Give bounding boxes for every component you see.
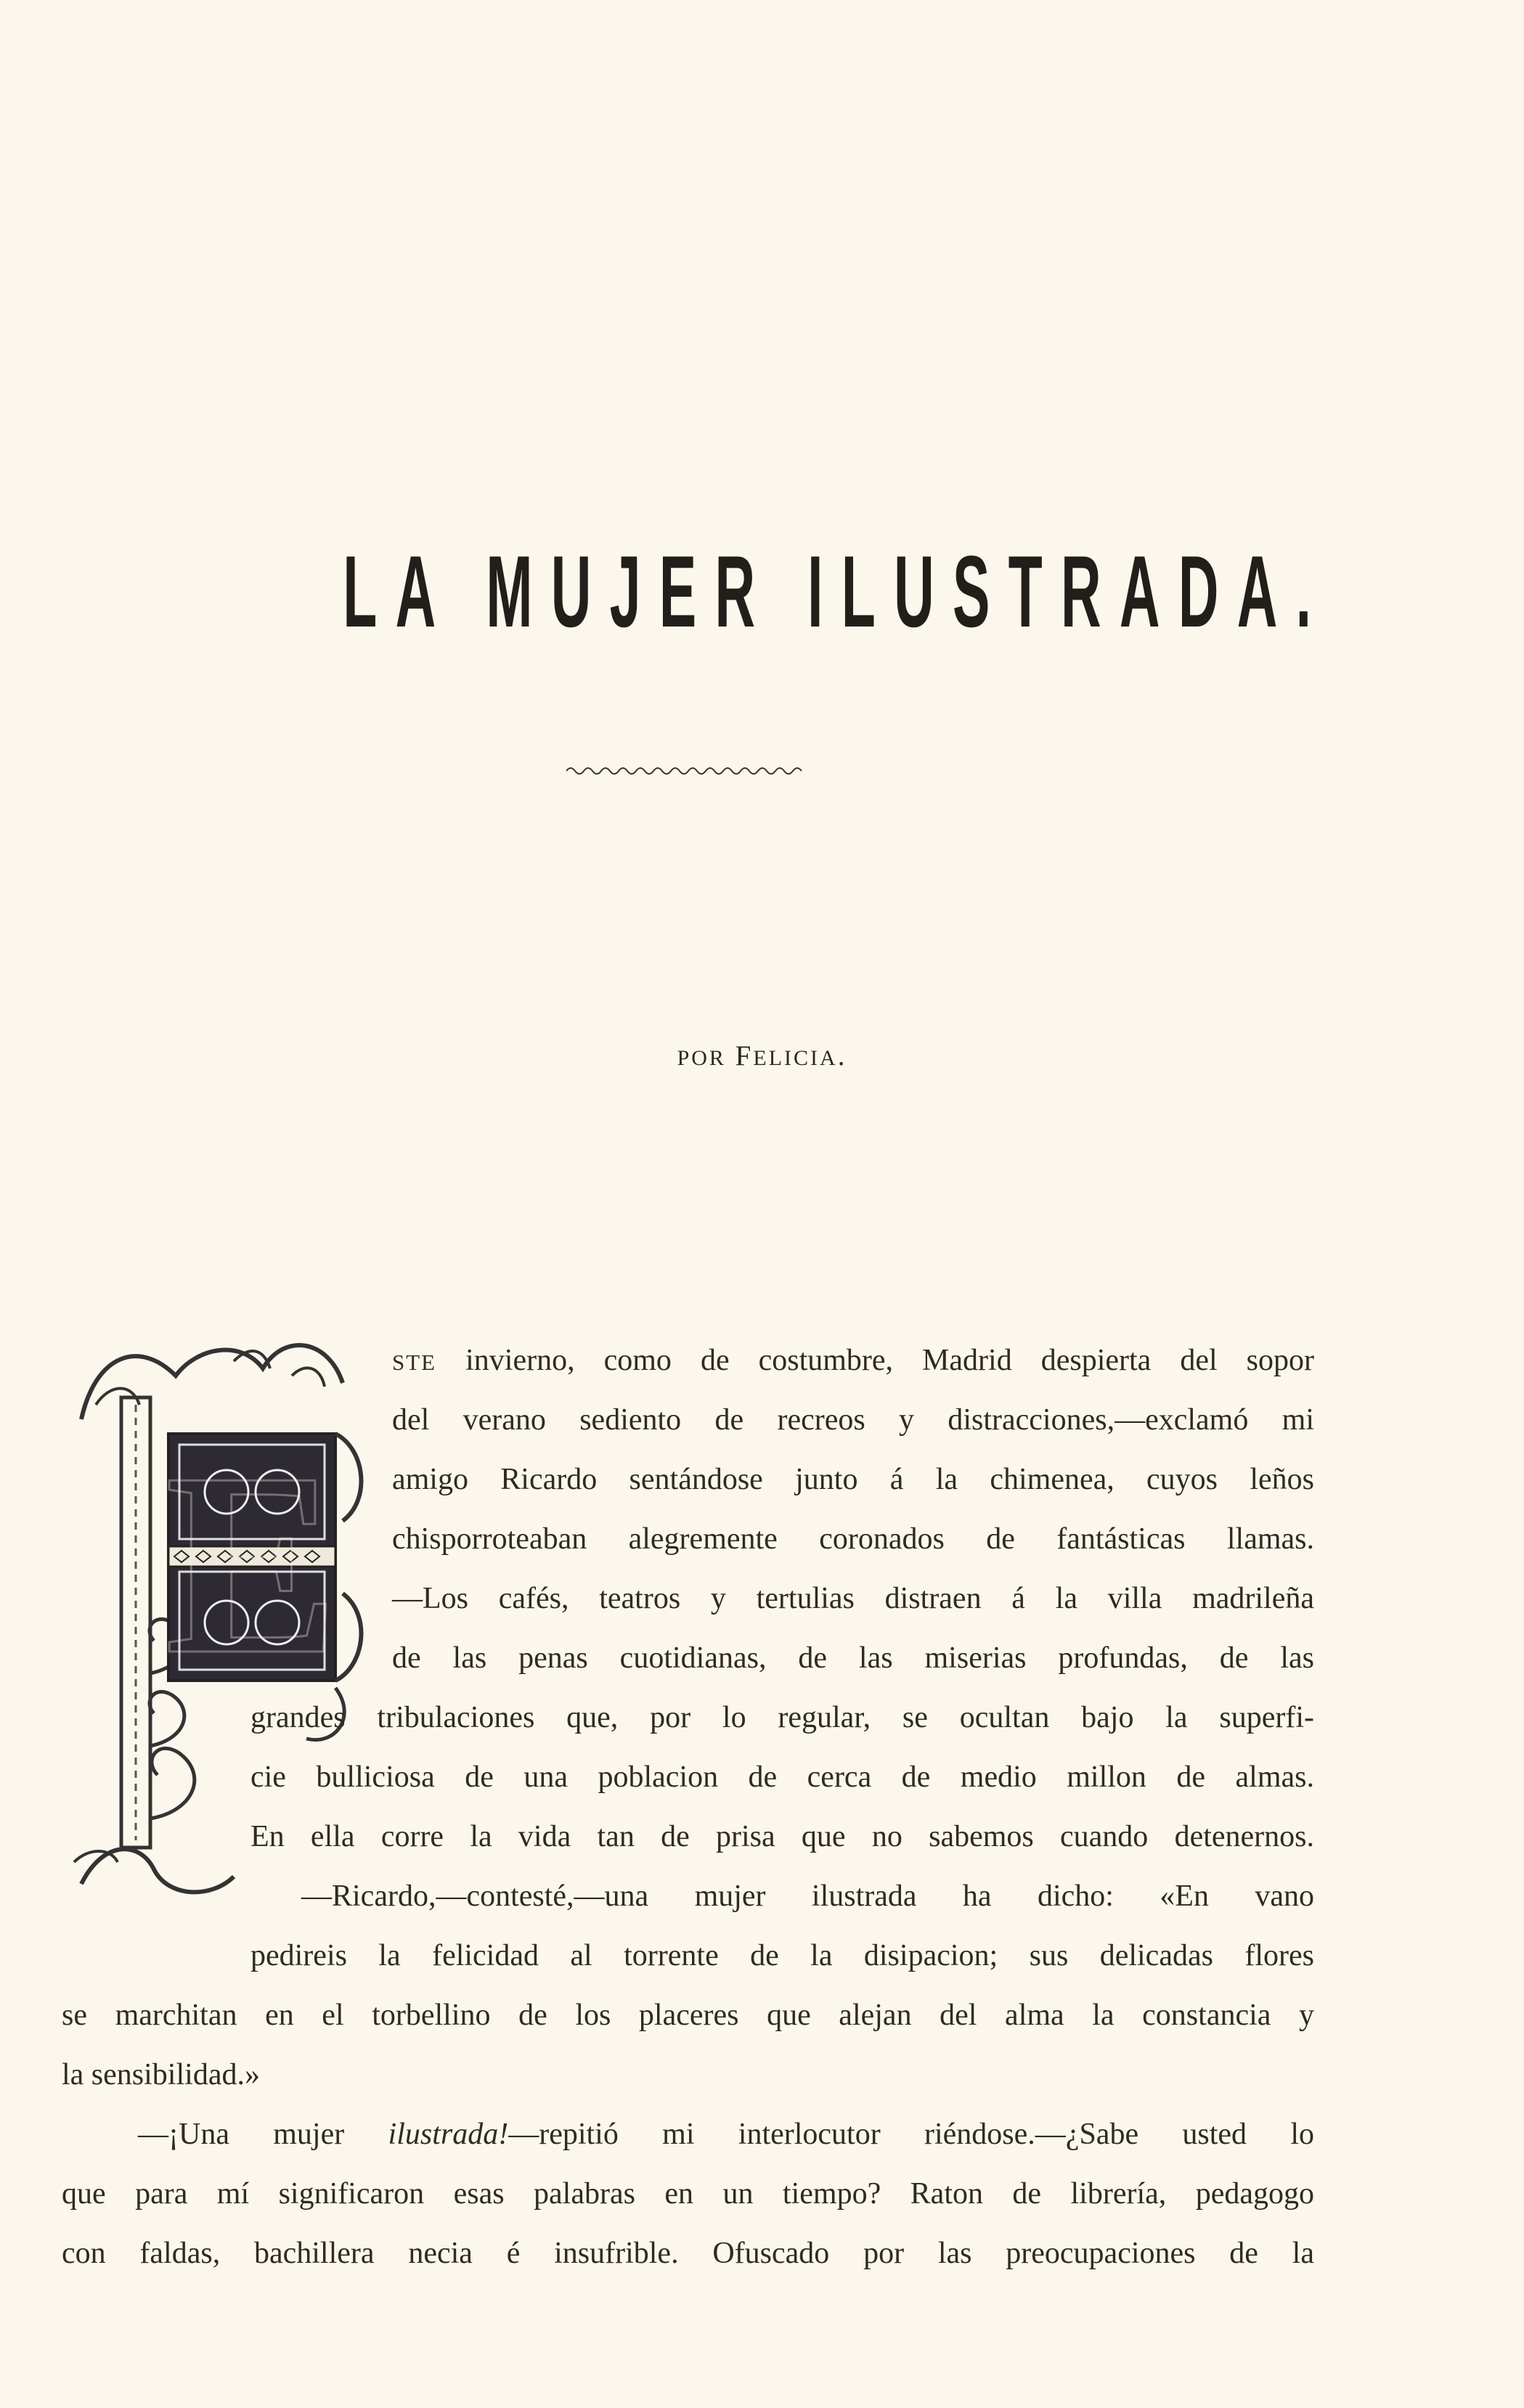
text-line [138, 2119, 1314, 2150]
text-line: pedireis la felicidad al torrente de la disipacion; sus delicadas flores [250, 1939, 1314, 1972]
page-title: LA MUJER ILUSTRADA. [343, 534, 1330, 648]
ornate-drop-cap-icon [52, 1310, 372, 1949]
text-line: cie bulliciosa de una poblacion de cerca de medio millon de almas. [250, 1760, 1314, 1794]
text-line: chisporroteaban alegremente coronados de fantásticas llamas. [392, 1522, 1314, 1556]
text-line: se marchitan en el torbellino de los placeres que alejan del alma la constancia y [62, 1999, 1314, 2032]
line-text: invierno, como de costumbre, Madrid despierta del sopor [436, 1344, 1314, 1377]
dropcap-letter: E [164, 1419, 340, 1708]
line-pre: —¡Una mujer [138, 2118, 388, 2151]
byline-prefix: POR [677, 1046, 726, 1070]
text-line: —Los cafés, teatros y tertulias distraen á la villa madrileña [392, 1582, 1314, 1615]
text-line: que para mí significaron esas palabras en un tiempo? Raton de librería, pedagogo [62, 2177, 1314, 2211]
byline [0, 1040, 1524, 1072]
text-line: amigo Ricardo sentándose junto á la chimenea, cuyos leños [392, 1463, 1314, 1496]
line-italic: ilustrada! [388, 2118, 509, 2151]
text-line: —Ricardo,—contesté,—una mujer ilustrada ha dicho: «En vano [301, 1880, 1314, 1913]
text-line: En ella corre la vida tan de prisa que no sabemos cuando detenernos. [250, 1820, 1314, 1853]
byline-author-initial: F [735, 1040, 754, 1072]
text-line: de las penas cuotidianas, de las miserias profundas, de las [392, 1641, 1314, 1675]
text-line [392, 1345, 1314, 1376]
wavy-rule-ornament-icon [566, 762, 806, 780]
line-text: —repitió mi interlocutor riéndose.—¿Sabe usted lo [508, 2118, 1314, 2151]
text-line: del verano sediento de recreos y distracciones,—exclamó mi [392, 1403, 1314, 1437]
byline-suffix: . [837, 1040, 847, 1072]
text-line: grandes tribulaciones que, por lo regular, se ocultan bajo la superfi- [250, 1701, 1314, 1734]
byline-author-rest: ELICIA [753, 1046, 838, 1070]
text-line: con faldas, bachillera necia é insufrible. Ofuscado por las preocupaciones de la [62, 2237, 1314, 2270]
text-line: la sensibilidad.» [62, 2058, 260, 2091]
lead-smallcaps: STE [392, 1350, 437, 1375]
